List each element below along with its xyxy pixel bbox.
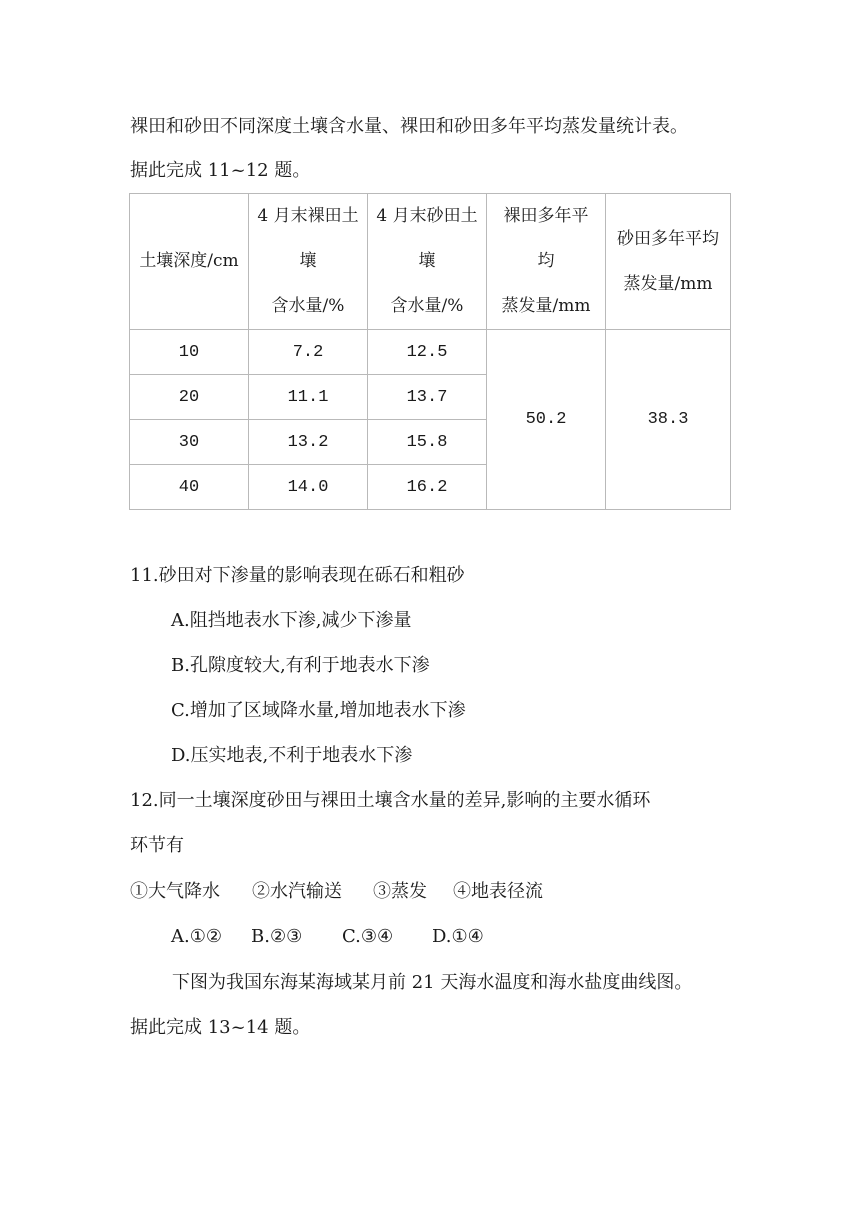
cell-bare-moisture: 13.2 [249, 420, 368, 465]
statistics-table [129, 193, 731, 510]
header-text: 砂田多年平均 [617, 228, 719, 249]
header-text: 裸田多年平 [503, 206, 589, 226]
header-text: 4 月末裸田土 [257, 206, 359, 226]
cell-bare-moisture: 14.0 [249, 465, 368, 510]
intro-line-2: 据此完成 11~12 题。 [130, 160, 311, 181]
question-12-item-1: ①大气降水 [130, 881, 220, 902]
question-11-stem: 11.砂田对下渗量的影响表现在砾石和粗砂 [130, 565, 465, 586]
question-12-item-2: ②水汽输送 [252, 881, 342, 902]
intro-line-1: 裸田和砂田不同深度土壤含水量、裸田和砂田多年平均蒸发量统计表。 [130, 116, 688, 137]
outro-line-1: 下图为我国东海某海域某月前 21 天海水温度和海水盐度曲线图。 [172, 972, 693, 993]
cell-depth: 20 [130, 375, 249, 420]
cell-sand-moisture: 12.5 [368, 330, 487, 375]
cell-depth: 10 [130, 330, 249, 375]
header-bare-moisture [249, 194, 368, 330]
header-text: 含水量/% [390, 296, 464, 316]
question-12-option-c[interactable]: C.③④ [342, 926, 394, 947]
question-11-option-b[interactable]: B.孔隙度较大,有利于地表水下渗 [171, 655, 430, 676]
table-row [130, 330, 731, 375]
header-text: 土壤深度/cm [139, 251, 239, 271]
table-header-row [130, 194, 731, 330]
header-depth [130, 194, 249, 330]
header-text: 蒸发量/mm [501, 296, 591, 316]
question-12-stem-line-1: 12.同一土壤深度砂田与裸田土壤含水量的差异,影响的主要水循环 [130, 790, 651, 811]
cell-bare-evaporation: 50.2 [487, 330, 606, 510]
header-text: 4 月末砂田土 [376, 206, 478, 226]
question-12-option-b[interactable]: B.②③ [251, 926, 303, 947]
question-11-option-d[interactable]: D.压实地表,不利于地表水下渗 [171, 745, 413, 766]
question-12-item-4: ④地表径流 [453, 881, 543, 902]
question-11-option-a[interactable]: A.阻挡地表水下渗,减少下渗量 [171, 610, 412, 631]
cell-depth: 30 [130, 420, 249, 465]
question-12-item-3: ③蒸发 [373, 881, 427, 902]
question-12-option-d[interactable]: D.①④ [432, 926, 484, 947]
cell-depth: 40 [130, 465, 249, 510]
header-bare-evaporation [487, 194, 606, 330]
header-text: 壤 [299, 251, 317, 271]
cell-sand-moisture: 13.7 [368, 375, 487, 420]
cell-bare-moisture: 7.2 [249, 330, 368, 375]
question-12-option-a[interactable]: A.①② [171, 926, 222, 947]
header-text: 蒸发量/mm [623, 273, 713, 294]
cell-sand-moisture: 15.8 [368, 420, 487, 465]
header-text: 含水量/% [271, 296, 345, 316]
cell-sand-moisture: 16.2 [368, 465, 487, 510]
cell-bare-moisture: 11.1 [249, 375, 368, 420]
cell-sand-evaporation: 38.3 [606, 330, 731, 510]
outro-line-2: 据此完成 13~14 题。 [130, 1017, 311, 1038]
header-text: 均 [537, 251, 555, 271]
header-text: 壤 [418, 251, 436, 271]
question-11-option-c[interactable]: C.增加了区域降水量,增加地表水下渗 [171, 700, 466, 721]
question-12-stem-line-2: 环节有 [130, 835, 184, 856]
header-sand-moisture [368, 194, 487, 330]
header-sand-evaporation [606, 194, 731, 330]
